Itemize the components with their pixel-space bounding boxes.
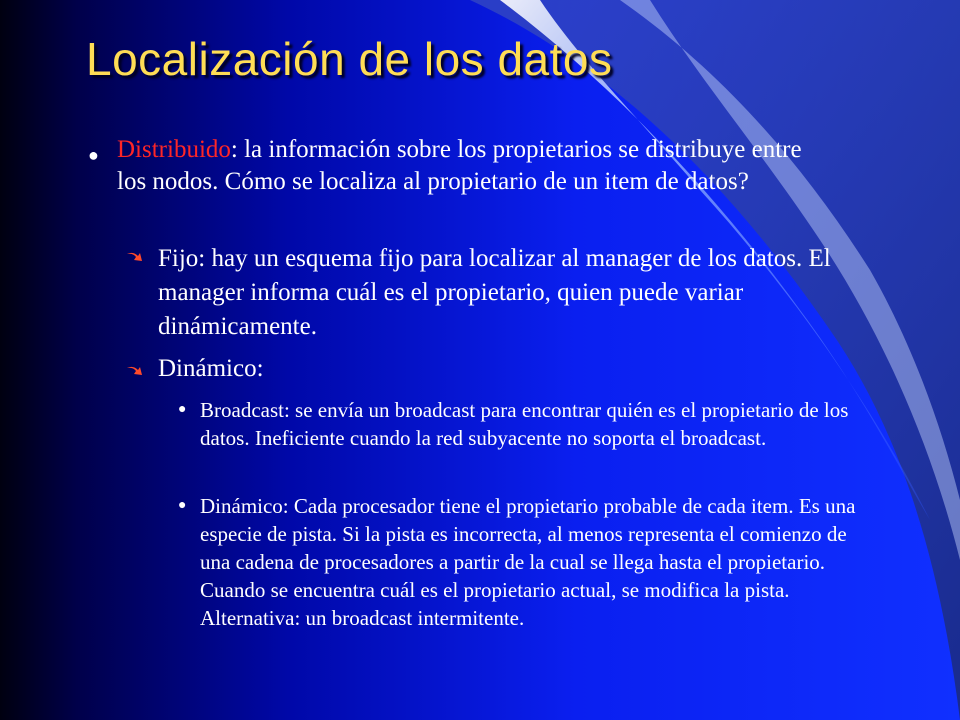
- bullet-distribuido: [117, 134, 817, 198]
- bullet-dinamico: Dinámico:: [158, 355, 264, 382]
- dot-bullet-icon: ●: [178, 498, 187, 513]
- dot-bullet-icon: ●: [178, 402, 187, 417]
- arrow-bullet-icon: [126, 365, 146, 377]
- page-title: Localización de los datos: [86, 33, 613, 85]
- arrow-bullet-icon: [126, 251, 146, 263]
- bullet-distribuido-text: : la información sobre los propietarios se distribuye entre los nodos. Cómo se localiza al propietario de un item de datos?: [117, 136, 802, 195]
- bullet-broadcast: Broadcast: se envía un broadcast para encontrar quién es el propietario de los datos. Ineficiente cuando la red subyacente no soporta el broadcast.: [200, 398, 849, 450]
- bullet-dinamico-detail: Dinámico: Cada procesador tiene el propietario probable de cada item. Es una especie de pista. Si la pista es incorrecta, al menos representa el comienzo de una cadena de procesadores a partir de la cual se llega hasta el propietario. Cuando se encuentra cuál es el propietario actual, se modifica la pista. Alternativa: un broadcast intermitente.: [200, 494, 856, 630]
- dot-bullet-icon: ●: [88, 145, 99, 165]
- term-distribuido: Distribuido: [117, 136, 231, 163]
- bullet-fijo: Fijo: hay un esquema fijo para localizar al manager de los datos. El manager informa cuál es el propietario, quien puede variar dinámicamente.: [158, 245, 831, 340]
